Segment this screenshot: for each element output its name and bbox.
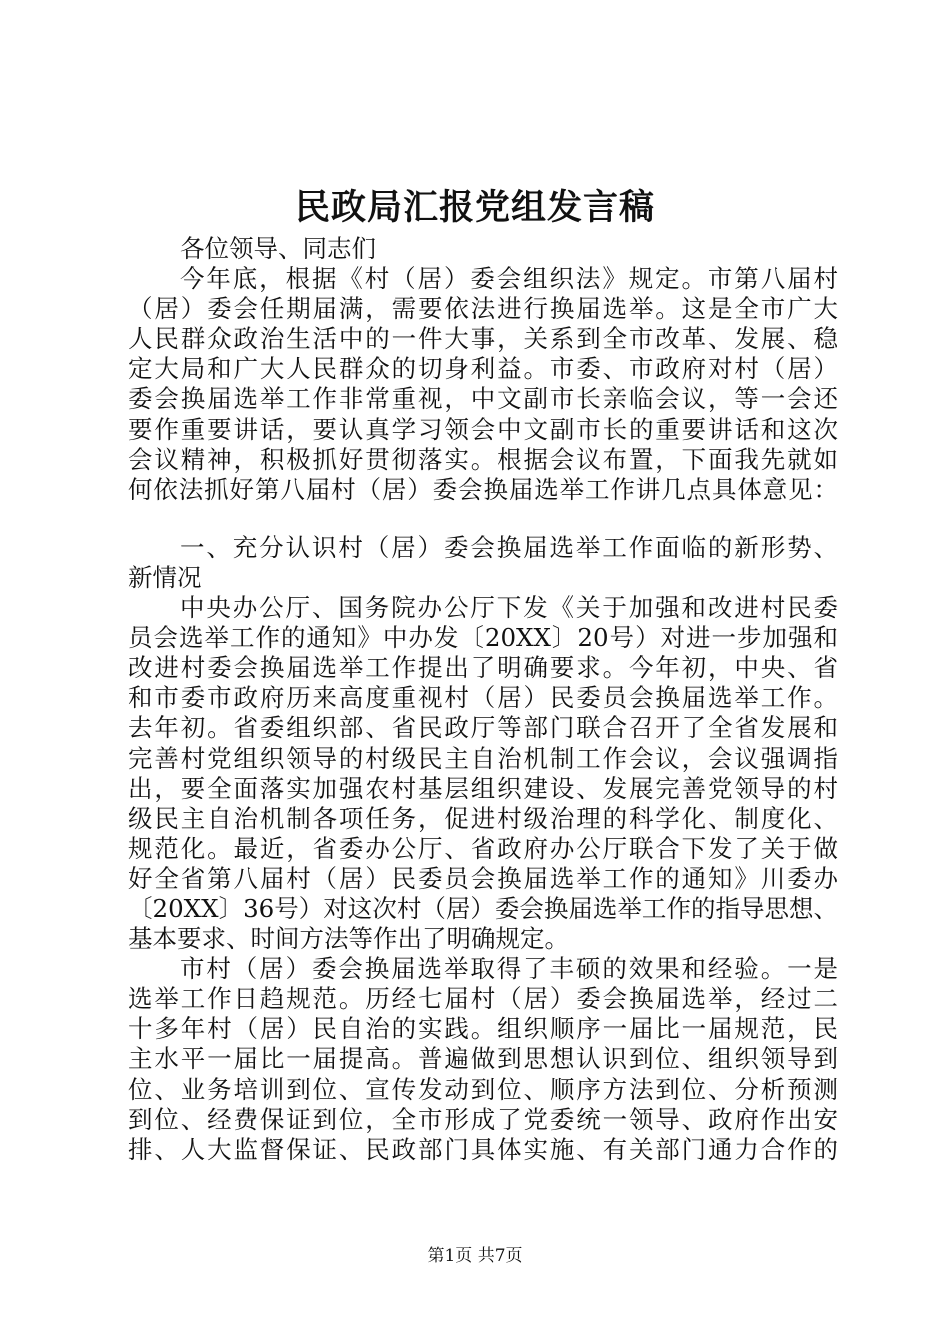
text-line: 位、业务培训到位、宣传发动到位、顺序方法到位、分析预测 [128, 1074, 838, 1104]
text-line: 规范化。最近，省委办公厅、省政府办公厅联合下发了关于做 [128, 833, 838, 863]
text-line: 到位、经费保证到位，全市形成了党委统一领导、政府作出安 [128, 1104, 838, 1134]
text-line: 完善村党组织领导的村级民主自治机制工作会议，会议强调指 [128, 743, 838, 773]
blank-line [128, 505, 838, 533]
document-body [128, 234, 838, 1165]
text-line: 十多年村（居）民自治的实践。组织顺序一届比一届规范，民 [128, 1014, 838, 1044]
text-line: 会议精神，积极抓好贯彻落实。根据会议布置，下面我先就如 [128, 444, 838, 474]
text-line: 今年底，根据《村（居）委会组织法》规定。市第八届村 [180, 264, 838, 294]
document-title: 民政局汇报党组发言稿 [294, 187, 655, 228]
text-line: 一、充分认识村（居）委会换届选举工作面临的新形势、 [180, 532, 838, 562]
text-line: 市村（居）委会换届选举取得了丰硕的效果和经验。一是 [180, 954, 838, 984]
text-line: 级民主自治机制各项任务，促进村级治理的科学化、制度化、 [128, 803, 838, 833]
text-line: 新情况 [128, 562, 202, 592]
page-footer: 第1页 共7页 [427, 1246, 523, 1266]
text-line: 人民群众政治生活中的一件大事，关系到全市改革、发展、稳 [128, 324, 838, 354]
text-line: 排、人大监督保证、民政部门具体实施、有关部门通力合作的 [128, 1134, 838, 1164]
text-line: 何依法抓好第八届村（居）委会换届选举工作讲几点具体意见： [128, 474, 838, 504]
text-line: 改进村委会换届选举工作提出了明确要求。今年初，中央、省 [128, 653, 838, 683]
text-line: 员会选举工作的通知》中办发〔20XX〕20号）对进一步加强和 [128, 623, 838, 653]
text-line: 主水平一届比一届提高。普遍做到思想认识到位、组织领导到 [128, 1044, 838, 1074]
text-line: （居）委会任期届满，需要依法进行换届选举。这是全市广大 [128, 294, 838, 324]
text-line: 要作重要讲话，要认真学习领会中文副市长的重要讲话和这次 [128, 414, 838, 444]
text-line: 中央办公厅、国务院办公厅下发《关于加强和改进村民委 [180, 593, 838, 623]
text-line: 〔20XX〕36号）对这次村（居）委会换届选举工作的指导思想、 [128, 893, 838, 923]
text-line: 各位领导、同志们 [180, 234, 376, 263]
text-line: 好全省第八届村（居）民委员会换届选举工作的通知》川委办 [128, 863, 838, 893]
text-line: 出，要全面落实加强农村基层组织建设、发展完善党领导的村 [128, 773, 838, 803]
text-line: 委会换届选举工作非常重视，中文副市长亲临会议，等一会还 [128, 384, 838, 414]
text-line: 选举工作日趋规范。历经七届村（居）委会换届选举，经过二 [128, 984, 838, 1014]
text-line: 定大局和广大人民群众的切身利益。市委、市政府对村（居） [128, 354, 838, 384]
text-line: 去年初。省委组织部、省民政厅等部门联合召开了全省发展和 [128, 713, 838, 743]
text-line: 基本要求、时间方法等作出了明确规定。 [128, 924, 569, 954]
text-line: 和市委市政府历来高度重视村（居）民委员会换届选举工作。 [128, 683, 838, 713]
